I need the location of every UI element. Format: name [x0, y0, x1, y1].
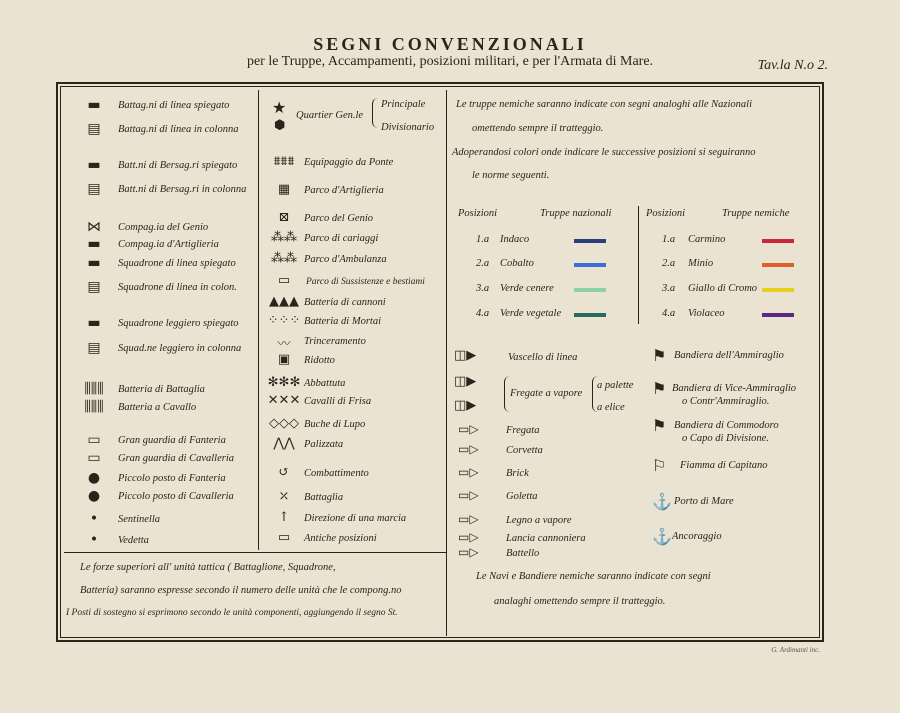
col1-label: Batt.ni di Bersag.ri in colonna: [118, 184, 247, 195]
anchor-icon: ⚓: [652, 492, 672, 511]
color-swatch: [574, 263, 606, 267]
position-label: 4.a: [662, 308, 676, 319]
flag-icon: ⚑: [652, 416, 667, 435]
col1-label: Piccolo posto di Cavalleria: [118, 491, 234, 502]
unit-symbol-icon: ▬: [87, 236, 101, 252]
map-symbol-icon: ↑: [278, 510, 290, 525]
unit-symbol-icon: ●: [87, 470, 101, 486]
flag-label: o Capo di Divisione.: [682, 433, 769, 444]
map-symbol-icon: ▦: [277, 182, 291, 197]
col2-label: Direzione di una marcia: [304, 513, 407, 524]
col1-label: Squadrone leggiero spiegato: [118, 318, 239, 329]
ship-label: Lancia cannoniera: [506, 533, 586, 544]
color-name: Carmino: [688, 234, 726, 245]
position-label: 2.a: [662, 258, 676, 269]
map-symbol-icon: ↺: [278, 465, 290, 480]
color-name: Verde vegetale: [500, 308, 562, 319]
ship-label: Corvetta: [506, 445, 543, 456]
note-left-2: Batteria) saranno espresse secondo il numero delle unità che le compong.no: [80, 585, 402, 596]
ship-label: Fregata: [506, 425, 540, 436]
anchor-icon: ⚓: [652, 527, 672, 546]
map-symbol-icon: ✻✻✻: [267, 375, 301, 390]
col1-label: Squadrone di linea spiegato: [118, 258, 236, 269]
star-icon: ★: [272, 98, 287, 117]
color-name: Violaceo: [688, 308, 725, 319]
map-symbol-icon: ▭: [277, 273, 291, 288]
col1-label: Battag.ni di linea spiegato: [118, 100, 230, 111]
col1-label: Gran guardia di Cavalleria: [118, 453, 234, 464]
map-symbol-icon: ⊠: [278, 210, 290, 225]
ship-icon: ▭▷: [458, 545, 479, 559]
divider-colors: [638, 206, 639, 324]
map-symbol-icon: ▣: [277, 352, 291, 367]
flag-label: Ancoraggio: [672, 531, 722, 542]
flag-label: Bandiera di Commodoro: [674, 420, 779, 431]
engraver-credit: G. Ardimanti inc.: [771, 646, 820, 654]
col1-label: Battag.ni di linea in colonna: [118, 124, 239, 135]
color-swatch: [574, 239, 606, 243]
color-swatch: [762, 313, 794, 317]
fregate-vapore-label: Fregate a vapore: [510, 388, 583, 399]
ship-icon: ▭▷: [458, 465, 479, 479]
ship-icon: ▭▷: [458, 530, 479, 544]
color-swatch: [574, 313, 606, 317]
unit-symbol-icon: ▤: [87, 340, 101, 356]
unit-symbol-icon: •: [89, 532, 99, 548]
flag-icon: ⚐: [652, 456, 667, 475]
flag-icon: ⚑: [652, 379, 667, 398]
plate-number: Tav.la N.o 2.: [757, 58, 828, 73]
col2-label: Parco di cariaggi: [304, 233, 379, 244]
col1-label: Compag.ia d'Artiglieria: [118, 239, 219, 250]
divisionario-label: Divisionario: [381, 122, 435, 133]
col2-label: Abbattuta: [304, 378, 346, 389]
map-symbol-icon: ⩩⩩⩩: [273, 154, 295, 169]
color-name: Indaco: [500, 234, 530, 245]
header-posizioni-nem: Posizioni: [646, 208, 686, 219]
position-label: 4.a: [476, 308, 490, 319]
col1-label: Compag.ia del Genio: [118, 222, 209, 233]
unit-symbol-icon: ▬: [87, 315, 101, 331]
note-right-2: omettendo sempre il tratteggio.: [472, 123, 604, 134]
ship-icon: ▭▷: [458, 422, 479, 436]
col2-label: Cavalli di Frisa: [304, 396, 372, 407]
map-symbol-icon: ▲▲▲: [269, 294, 299, 309]
divider-notes: [64, 552, 446, 553]
flag-label: Fiamma di Capitano: [680, 460, 768, 471]
color-swatch: [762, 288, 794, 292]
ship-icon: ▭▷: [458, 488, 479, 502]
position-label: 2.a: [476, 258, 490, 269]
col1-label: Piccolo posto di Fanteria: [118, 473, 226, 484]
col1-label: Batteria a Cavallo: [118, 402, 197, 413]
page-subtitle: per le Truppe, Accampamenti, posizioni militari, e per l'Armata di Mare.: [246, 54, 654, 69]
col1-label: Batt.ni di Bersag.ri spiegato: [118, 160, 238, 171]
map-symbol-icon: ⤫: [278, 489, 290, 504]
color-name: Minio: [688, 258, 714, 269]
divider-col1: [258, 90, 259, 550]
col2-label: Combattimento: [304, 468, 369, 479]
position-label: 3.a: [662, 283, 676, 294]
col2-label: Trinceramento: [304, 336, 366, 347]
ship-icon: ▭▷: [458, 512, 479, 526]
flag-label: Porto di Mare: [674, 496, 734, 507]
note-right-4: le norme seguenti.: [472, 170, 550, 181]
ship-icon: ◫▶: [454, 398, 477, 413]
map-symbol-icon: 〰: [277, 337, 291, 352]
map-symbol-icon: ✕✕✕: [267, 393, 301, 408]
header-truppe-nemiche: Truppe nemiche: [722, 208, 790, 219]
unit-symbol-icon: ▤: [87, 279, 101, 295]
header-posizioni-nat: Posizioni: [458, 208, 498, 219]
note-right-bottom-1: Le Navi e Bandiere nemiche saranno indicate con segni: [476, 571, 711, 582]
ship-label: Brick: [506, 468, 529, 479]
page-title: SEGNI CONVENZIONALI: [313, 34, 587, 54]
ship-label: Goletta: [506, 491, 538, 502]
divider-col2: [446, 90, 447, 636]
color-swatch: [762, 263, 794, 267]
principale-label: Principale: [381, 99, 426, 110]
color-swatch: [574, 288, 606, 292]
note-left-1: Le forze superiori all' unità tattica ( Battaglione, Squadrone,: [80, 562, 336, 573]
col1-label: Squadrone di linea in colon.: [118, 282, 237, 293]
unit-symbol-icon: ▤: [87, 121, 101, 137]
flag-icon: ⚑: [652, 346, 667, 365]
unit-symbol-icon: ●: [87, 488, 101, 504]
col2-label: Parco d'Ambulanza: [304, 254, 387, 265]
map-symbol-icon: ⁂⁂: [271, 230, 297, 245]
col2-label: Buche di Lupo: [304, 419, 366, 430]
note-left-3: I Posti di sostegno si esprimono secondo le unità componenti, aggiungendo il segno St.: [66, 608, 398, 618]
unit-symbol-icon: •: [89, 511, 99, 527]
col2-label: Palizzata: [304, 439, 344, 450]
flag-label: o Contr'Ammiraglio.: [682, 396, 770, 407]
ship-icon: ◫▶: [454, 374, 477, 389]
quartier-label: Quartier Gen.le: [296, 110, 364, 121]
ship-label: Battello: [506, 548, 540, 559]
color-swatch: [762, 239, 794, 243]
map-symbol-icon: ⋀⋀: [273, 436, 295, 451]
unit-symbol-icon: ▭: [87, 432, 101, 448]
color-name: Giallo di Cromo: [688, 283, 758, 294]
a-palette-label: a palette: [597, 380, 634, 391]
position-label: 1.a: [476, 234, 490, 245]
note-right-3: Adoperandosi colori onde indicare le successive posizioni si seguiranno: [452, 147, 756, 158]
col1-label: Squad.ne leggiero in colonna: [118, 343, 242, 354]
brace-icon: [372, 98, 379, 128]
position-label: 1.a: [662, 234, 676, 245]
col2-label: Parco d'Artiglieria: [304, 185, 384, 196]
map-symbol-icon: ▭: [277, 530, 291, 545]
unit-symbol-icon: ▬: [87, 97, 101, 113]
col2-label: Parco del Genio: [304, 213, 374, 224]
color-name: Cobalto: [500, 258, 534, 269]
col1-label: Vedetta: [118, 535, 149, 546]
note-right-bottom-2: analaghi omettendo sempre il tratteggio.: [494, 596, 666, 607]
header-truppe-nazionali: Truppe nazionali: [540, 208, 612, 219]
unit-symbol-icon: ⫼⫼⫼: [84, 399, 104, 415]
ship-icon: ◫▶: [454, 348, 477, 363]
ship-label: Legno a vapore: [506, 515, 572, 526]
unit-symbol-icon: ▬: [87, 157, 101, 173]
unit-symbol-icon: ▬: [87, 255, 101, 271]
color-name: Verde cenere: [500, 283, 554, 294]
col2-label: Antiche posizioni: [304, 533, 377, 544]
unit-symbol-icon: ⫼⫼⫼: [84, 381, 104, 397]
ship-icon: ▭▷: [458, 442, 479, 456]
col2-label: Battaglia: [304, 492, 344, 503]
map-symbol-icon: ⁂⁂: [271, 251, 297, 266]
col2-label: Equipaggio da Ponte: [304, 157, 394, 168]
a-elice-label: a elice: [597, 402, 625, 413]
vascello-label: Vascello di linea: [508, 352, 578, 363]
note-right-1: Le truppe nemiche saranno indicate con segni analoghi alle Nazionali: [456, 99, 753, 110]
col1-label: Sentinella: [118, 514, 160, 525]
col2-label: Batteria di Mortai: [304, 316, 381, 327]
flag-label: Bandiera di Vice-Ammiraglio: [672, 383, 797, 394]
map-symbol-icon: ⁘⁘⁘: [267, 313, 301, 328]
map-symbol-icon: ◇◇◇: [269, 416, 299, 431]
position-label: 3.a: [476, 283, 490, 294]
unit-symbol-icon: ▤: [87, 181, 101, 197]
col2-label: Ridotto: [304, 355, 335, 366]
col2-label: Parco di Sussistenze e bestiami: [306, 277, 425, 287]
flag-label: Bandiera dell'Ammiraglio: [674, 350, 784, 361]
unit-symbol-icon: ▭: [87, 450, 101, 466]
unit-symbol-icon: ⋈: [87, 219, 101, 235]
col1-label: Batteria di Battaglia: [118, 384, 205, 395]
hexagon-icon: ⬢: [274, 118, 286, 133]
col1-label: Gran guardia di Fanteria: [118, 435, 226, 446]
col2-label: Batteria di cannoni: [304, 297, 386, 308]
